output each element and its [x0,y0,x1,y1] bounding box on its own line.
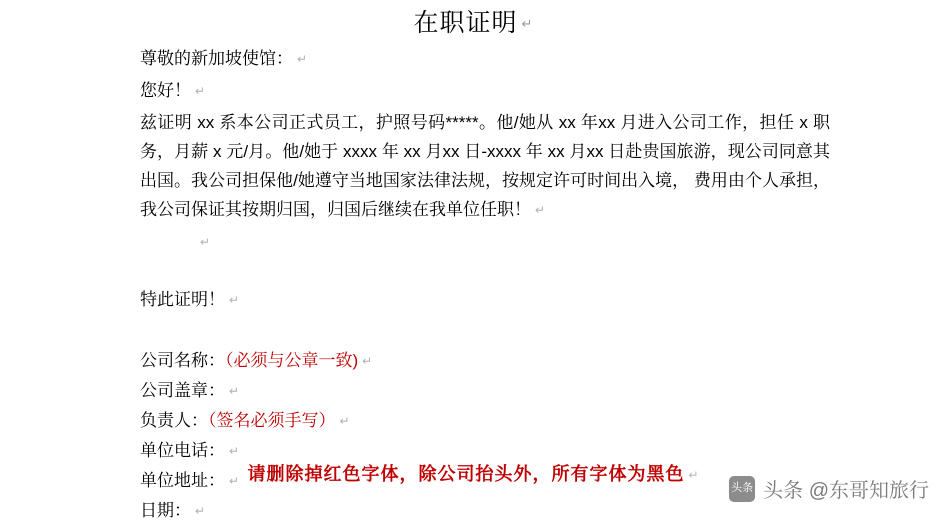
paragraph-mark-icon: ↵ [521,16,534,32]
salutation-line [140,44,830,74]
paragraph-mark-icon: ↵ [229,384,240,399]
paragraph-mark-icon: ↵ [195,84,206,99]
paragraph-mark-icon: ↵ [297,52,308,67]
paragraph-mark-icon: ↵ [362,354,373,369]
paragraph-mark-icon: ↵ [535,203,546,218]
body-paragraph-text: 兹证明 xx 系本公司正式员工，护照号码*****。他/她从 xx 年xx 月进入公司工作，担任 x 职务，月薪 x 元/月。他/她于 xxxx 年 xx 月xx 日-xxxx 年 xx 月xx 日赴贵国旅游，现公司同意其出国。我公司担保他/她遵守当地国家法律法规，按规定许可时间出入境， 费用由个人承担，我公司保证其按期归国，归国后继续在我单位任职！ [140,113,830,220]
paragraph-mark-icon: ↵ [339,414,350,429]
paragraph-mark-icon: ↵ [200,235,211,250]
closing-line [140,285,830,315]
field-note: （签名必须手写） [208,411,336,431]
paragraph-mark-icon: ↵ [195,504,206,519]
field-label: 单位地址： [140,471,225,491]
watermark-text: 头条 @东哥知旅行 [763,480,929,502]
paragraph-mark-icon: ↵ [688,468,700,483]
field-company-seal [140,376,830,406]
closing-text: 特此证明！ [140,290,225,310]
notice-text: 请删除掉红色字体，除公司抬头外，所有字体为黑色 [247,464,685,484]
document-body [140,44,830,526]
field-note: （必须与公章一致) [225,351,359,371]
empty-line-2 [140,256,830,285]
page-title-text: 在职证明 [413,9,518,37]
paragraph-mark-icon: ↵ [229,293,240,308]
field-company-name [140,346,830,376]
watermark [729,474,929,503]
greeting-text: 您好！ [140,81,191,101]
field-date [140,496,830,526]
page-title [0,6,947,41]
field-label: 公司名称： [140,351,225,371]
empty-line-1 [140,227,830,256]
body-paragraph [140,108,830,225]
greeting-line [140,76,830,106]
field-responsible-person [140,406,830,436]
paragraph-mark-icon: ↵ [229,474,240,489]
field-label: 负责人： [140,411,208,431]
empty-line-3 [140,317,830,346]
signature-fields [140,346,830,526]
field-label: 日期： [140,501,191,521]
paragraph-mark-icon: ↵ [229,444,240,459]
toutiao-logo-icon: 头条 [729,476,755,502]
field-label: 单位电话： [140,441,225,461]
salutation-text: 尊敬的新加坡使馆： [140,49,293,68]
field-label: 公司盖章： [140,381,225,401]
